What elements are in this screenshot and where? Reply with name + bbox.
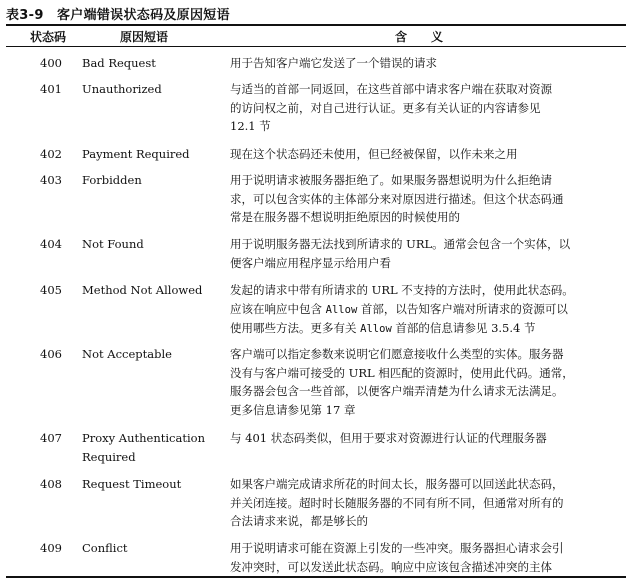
meaning-text — [230, 80, 618, 136]
meaning-line: 的访问权之前，对自己进行认证。更多有关认证的内容请参见 — [230, 100, 541, 115]
meaning-line: 用于说明请求可能在资源上引发的一些冲突。服务器担心请求会引 — [230, 541, 564, 555]
status-code: 405 — [40, 283, 62, 297]
reason-phrase: Unauthorized — [82, 82, 162, 96]
meaning-line: 没有与客户端可接受的 URL 相匹配的资源时，使用此代码。通常， — [230, 365, 574, 380]
meaning-line: 并关闭连接。超时时长随服务器的不同有所不同，但通常对所有的 — [230, 495, 564, 510]
status-code: 406 — [40, 347, 62, 361]
table-caption: 表3-9 客户端错误状态码及原因短语 — [6, 8, 230, 23]
meaning-text — [230, 171, 618, 227]
reason-phrase — [82, 429, 222, 466]
status-code: 407 — [40, 431, 62, 445]
meaning-line: 便客户端应用程序显示给用户看 — [230, 255, 391, 270]
meaning-text — [230, 475, 618, 531]
meaning-text — [230, 429, 618, 448]
header-rule — [6, 46, 626, 47]
meaning-line: 现在这个状态码还未使用，但已经被保留，以作未来之用 — [230, 147, 518, 161]
meaning-line: 发冲突时，可以发送此状态码。响应中应该包含描述冲突的主体 — [230, 559, 552, 574]
reason-phrase: Bad Request — [82, 56, 156, 70]
meaning-line: 与 401 状态码类似，但用于要求对资源进行认证的代理服务器 — [230, 431, 547, 445]
meaning-line: 客户端可以指定参数来说明它们愿意接收什么类型的实体。服务器 — [230, 347, 564, 361]
meaning-text — [230, 145, 618, 164]
reason-phrase: Not Found — [82, 237, 144, 251]
meaning-line: 应该在响应中包含 Allow 首部，以告知客户端对所请求的资源可以 — [230, 301, 568, 316]
status-code: 409 — [40, 541, 62, 555]
reason-line: Required — [82, 449, 136, 464]
status-code: 402 — [40, 147, 62, 161]
header-code: 状态码 — [30, 30, 67, 44]
meaning-line: 使用哪些方法。更多有关 Allow 首部的信息请参见 3.5.4 节 — [230, 321, 536, 335]
meaning-text — [230, 539, 618, 576]
meaning-text — [230, 281, 618, 339]
meaning-text — [230, 235, 618, 272]
meaning-line: 求，可以包含实体的主体部分来对原因进行描述。但这个状态码通 — [230, 191, 564, 206]
status-code: 401 — [40, 82, 62, 96]
meaning-line: 与适当的首部一同返回，在这些首部中请求客户端在获取对资源 — [230, 82, 552, 96]
meaning-text — [230, 54, 618, 73]
meaning-line: 常是在服务器不想说明拒绝原因的时候使用的 — [230, 210, 460, 224]
reason-phrase: Method Not Allowed — [82, 283, 203, 297]
reason-line: Proxy Authentication — [82, 431, 205, 445]
top-rule — [6, 24, 626, 26]
meaning-text — [230, 345, 618, 419]
meaning-line: 发起的请求中带有所请求的 URL 不支持的方法时，使用此状态码。 — [230, 283, 574, 297]
meaning-line: 更多信息请参见第 17 章 — [230, 402, 356, 417]
reason-phrase: Not Acceptable — [82, 347, 172, 361]
meaning-line: 用于说明服务器无法找到所请求的 URL。通常会包含一个实体，以 — [230, 237, 571, 251]
header-meaning: 含 义 — [395, 30, 444, 44]
status-code: 408 — [40, 477, 62, 491]
reason-phrase: Forbidden — [82, 173, 142, 187]
status-code: 400 — [40, 56, 62, 70]
meaning-line: 用于说明请求被服务器拒绝了。如果服务器想说明为什么拒绝请 — [230, 173, 552, 187]
status-code: 403 — [40, 173, 62, 187]
header-reason: 原因短语 — [120, 30, 169, 44]
meaning-line: 12.1 节 — [230, 119, 271, 133]
reason-phrase: Conflict — [82, 541, 128, 555]
meaning-line: 用于告知客户端它发送了一个错误的请求 — [230, 56, 437, 70]
status-code: 404 — [40, 237, 62, 251]
reason-phrase: Request Timeout — [82, 477, 182, 491]
meaning-line: 如果客户端完成请求所花的时间太长，服务器可以回送此状态码， — [230, 477, 564, 491]
meaning-line: 服务器会包含一些首部，以便客户端弄清楚为什么请求无法满足。 — [230, 384, 564, 398]
reason-phrase: Payment Required — [82, 147, 190, 161]
meaning-line: 合法请求来说，都是够长的 — [230, 514, 368, 528]
bottom-rule — [6, 576, 626, 578]
